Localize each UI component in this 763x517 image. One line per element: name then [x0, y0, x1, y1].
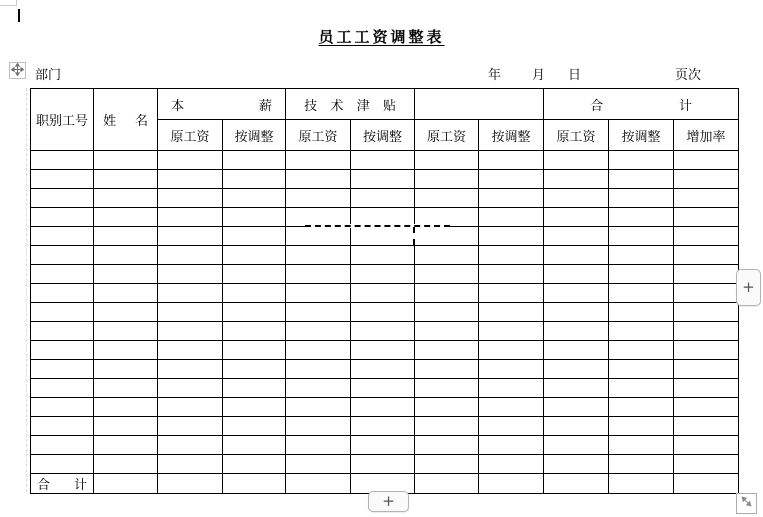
- data-cell[interactable]: [158, 398, 223, 417]
- data-cell[interactable]: [479, 246, 544, 265]
- footer-cell[interactable]: [479, 474, 544, 494]
- data-row: [31, 455, 739, 474]
- data-cell[interactable]: [544, 284, 609, 303]
- header-char: 薪: [259, 98, 273, 114]
- data-cell[interactable]: [286, 151, 351, 170]
- data-cell[interactable]: [94, 417, 158, 436]
- header-char: 合: [590, 98, 604, 114]
- department-label: 部门: [35, 68, 62, 83]
- data-cell[interactable]: [31, 189, 94, 208]
- data-row: [31, 341, 739, 360]
- data-cell[interactable]: [609, 436, 674, 455]
- data-cell[interactable]: [158, 322, 223, 341]
- header-char: 技: [304, 98, 318, 114]
- data-cell[interactable]: [94, 360, 158, 379]
- sub-header-increase-rate[interactable]: 增加率: [674, 120, 739, 151]
- data-cell[interactable]: [609, 246, 674, 265]
- data-cell[interactable]: [31, 170, 94, 189]
- data-cell[interactable]: [223, 341, 286, 360]
- data-cell[interactable]: [286, 303, 351, 322]
- data-cell[interactable]: [94, 303, 158, 322]
- data-cell[interactable]: [351, 398, 415, 417]
- data-cell[interactable]: [479, 341, 544, 360]
- footer-cell[interactable]: [94, 474, 158, 494]
- data-cell[interactable]: [479, 189, 544, 208]
- group-header-total[interactable]: [544, 89, 739, 120]
- data-cell[interactable]: [415, 360, 479, 379]
- footer-cell[interactable]: [286, 474, 351, 494]
- data-cell[interactable]: [674, 170, 739, 189]
- data-cell[interactable]: [286, 417, 351, 436]
- data-cell[interactable]: [286, 189, 351, 208]
- data-cell[interactable]: [31, 341, 94, 360]
- data-cell[interactable]: [351, 227, 415, 246]
- data-cell[interactable]: [609, 455, 674, 474]
- data-cell[interactable]: [609, 227, 674, 246]
- page-no-label: 页次: [675, 68, 702, 83]
- data-cell[interactable]: [223, 170, 286, 189]
- header-char: 计: [679, 98, 693, 114]
- data-cell[interactable]: [544, 208, 609, 227]
- data-cell[interactable]: [31, 284, 94, 303]
- data-cell[interactable]: [479, 151, 544, 170]
- data-cell[interactable]: [223, 379, 286, 398]
- data-cell[interactable]: [415, 151, 479, 170]
- data-cell[interactable]: [158, 455, 223, 474]
- data-cell[interactable]: [31, 246, 94, 265]
- data-cell[interactable]: [94, 284, 158, 303]
- data-cell[interactable]: [31, 398, 94, 417]
- data-cell[interactable]: [674, 227, 739, 246]
- data-cell[interactable]: [544, 246, 609, 265]
- data-cell[interactable]: [31, 151, 94, 170]
- header-char: 职: [36, 114, 50, 129]
- data-cell[interactable]: [31, 322, 94, 341]
- data-cell[interactable]: [674, 151, 739, 170]
- data-cell[interactable]: [609, 151, 674, 170]
- data-cell[interactable]: [286, 436, 351, 455]
- footer-total-label-cell[interactable]: [31, 474, 94, 494]
- data-cell[interactable]: [415, 265, 479, 284]
- data-cell[interactable]: [94, 170, 158, 189]
- data-cell[interactable]: [415, 227, 479, 246]
- data-cell[interactable]: [479, 455, 544, 474]
- data-cell[interactable]: [544, 360, 609, 379]
- table-resize-handle[interactable]: [736, 493, 757, 514]
- page-title-text: 员工工资调整表: [318, 28, 445, 46]
- data-cell[interactable]: [351, 303, 415, 322]
- data-row: [31, 322, 739, 341]
- data-cell[interactable]: [223, 322, 286, 341]
- sub-header-orig-salary-3[interactable]: 原工资: [415, 120, 479, 151]
- header-char: 名: [135, 114, 149, 129]
- data-cell[interactable]: [674, 208, 739, 227]
- data-cell[interactable]: [158, 284, 223, 303]
- add-column-button[interactable]: [736, 269, 761, 306]
- data-cell[interactable]: [158, 151, 223, 170]
- data-cell[interactable]: [479, 417, 544, 436]
- page-title: [0, 26, 763, 47]
- data-cell[interactable]: [415, 341, 479, 360]
- group-header-blank[interactable]: [415, 89, 544, 120]
- data-cell[interactable]: [31, 417, 94, 436]
- group-header-row: [31, 89, 739, 120]
- data-cell[interactable]: [674, 265, 739, 284]
- data-cell[interactable]: [223, 265, 286, 284]
- footer-cell[interactable]: [544, 474, 609, 494]
- data-cell[interactable]: [415, 417, 479, 436]
- group-header-base-salary[interactable]: [158, 89, 286, 120]
- year-label: 年: [488, 68, 502, 83]
- data-cell[interactable]: [544, 398, 609, 417]
- data-cell[interactable]: [609, 303, 674, 322]
- header-char: 本: [171, 98, 185, 114]
- data-cell[interactable]: [223, 455, 286, 474]
- data-cell[interactable]: [479, 208, 544, 227]
- data-cell[interactable]: [415, 436, 479, 455]
- data-cell[interactable]: [158, 379, 223, 398]
- salary-table-body: [31, 89, 739, 494]
- data-cell[interactable]: [415, 303, 479, 322]
- header-char: 贴: [383, 98, 397, 114]
- data-cell[interactable]: [351, 341, 415, 360]
- data-cell[interactable]: [544, 436, 609, 455]
- data-cell[interactable]: [609, 398, 674, 417]
- data-cell[interactable]: [415, 322, 479, 341]
- data-cell[interactable]: [674, 398, 739, 417]
- data-cell[interactable]: [31, 303, 94, 322]
- data-cell[interactable]: [31, 455, 94, 474]
- salary-table: [30, 88, 739, 494]
- data-cell[interactable]: [544, 417, 609, 436]
- data-cell[interactable]: [286, 284, 351, 303]
- data-cell[interactable]: [223, 417, 286, 436]
- data-cell[interactable]: [479, 303, 544, 322]
- data-row: [31, 360, 739, 379]
- month-label: 月: [532, 68, 546, 83]
- data-cell[interactable]: [31, 360, 94, 379]
- data-cell[interactable]: [351, 246, 415, 265]
- data-row: [31, 189, 739, 208]
- data-cell[interactable]: [158, 189, 223, 208]
- data-cell[interactable]: [286, 360, 351, 379]
- data-cell[interactable]: [351, 284, 415, 303]
- data-cell[interactable]: [94, 398, 158, 417]
- data-cell[interactable]: [479, 379, 544, 398]
- data-cell[interactable]: [609, 379, 674, 398]
- data-cell[interactable]: [479, 284, 544, 303]
- data-cell[interactable]: [158, 303, 223, 322]
- data-row: [31, 303, 739, 322]
- data-cell[interactable]: [674, 417, 739, 436]
- footer-cell[interactable]: [158, 474, 223, 494]
- day-label: 日: [568, 68, 582, 83]
- data-cell[interactable]: [415, 455, 479, 474]
- data-cell[interactable]: [544, 170, 609, 189]
- data-cell[interactable]: [94, 341, 158, 360]
- meta-row: [0, 64, 763, 82]
- footer-cell[interactable]: [609, 474, 674, 494]
- plus-icon: +: [382, 492, 395, 510]
- data-cell[interactable]: [223, 189, 286, 208]
- data-cell[interactable]: [609, 417, 674, 436]
- sub-header-adjusted-3[interactable]: 按调整: [479, 120, 544, 151]
- data-cell[interactable]: [674, 455, 739, 474]
- data-cell[interactable]: [223, 151, 286, 170]
- data-cell[interactable]: [223, 246, 286, 265]
- data-cell[interactable]: [544, 341, 609, 360]
- data-cell[interactable]: [544, 265, 609, 284]
- data-cell[interactable]: [351, 379, 415, 398]
- data-cell[interactable]: [674, 189, 739, 208]
- data-cell[interactable]: [609, 189, 674, 208]
- data-row: [31, 417, 739, 436]
- data-cell[interactable]: [158, 417, 223, 436]
- data-cell[interactable]: [31, 227, 94, 246]
- data-cell[interactable]: [351, 436, 415, 455]
- data-cell[interactable]: [544, 455, 609, 474]
- data-cell[interactable]: [479, 322, 544, 341]
- add-row-button[interactable]: [368, 491, 409, 512]
- data-cell[interactable]: [609, 170, 674, 189]
- data-cell[interactable]: [94, 265, 158, 284]
- data-cell[interactable]: [286, 170, 351, 189]
- data-cell[interactable]: [158, 341, 223, 360]
- header-char: 号: [75, 114, 89, 129]
- data-cell[interactable]: [415, 246, 479, 265]
- data-cell[interactable]: [223, 284, 286, 303]
- data-cell[interactable]: [544, 379, 609, 398]
- data-cell[interactable]: [158, 208, 223, 227]
- data-cell[interactable]: [94, 151, 158, 170]
- data-cell[interactable]: [479, 265, 544, 284]
- data-row: [31, 265, 739, 284]
- diagonal-resize-icon: [739, 494, 754, 513]
- data-cell[interactable]: [223, 303, 286, 322]
- data-cell[interactable]: [479, 360, 544, 379]
- sub-header-orig-salary-1[interactable]: 原工资: [158, 120, 223, 151]
- data-cell[interactable]: [479, 170, 544, 189]
- data-cell[interactable]: [415, 170, 479, 189]
- data-cell[interactable]: [158, 436, 223, 455]
- data-cell[interactable]: [286, 246, 351, 265]
- data-cell[interactable]: [223, 227, 286, 246]
- data-row: [31, 227, 739, 246]
- data-cell[interactable]: [223, 208, 286, 227]
- data-cell[interactable]: [94, 322, 158, 341]
- data-cell[interactable]: [94, 436, 158, 455]
- data-cell[interactable]: [609, 341, 674, 360]
- data-cell[interactable]: [158, 227, 223, 246]
- data-cell[interactable]: [286, 398, 351, 417]
- data-cell[interactable]: [223, 436, 286, 455]
- footer-char: 计: [74, 478, 88, 493]
- data-cell[interactable]: [544, 322, 609, 341]
- data-row: [31, 379, 739, 398]
- data-cell[interactable]: [544, 151, 609, 170]
- data-cell[interactable]: [415, 379, 479, 398]
- data-cell[interactable]: [415, 398, 479, 417]
- data-cell[interactable]: [223, 360, 286, 379]
- data-cell[interactable]: [351, 455, 415, 474]
- data-row: [31, 436, 739, 455]
- header-char: 术: [330, 98, 344, 114]
- data-cell[interactable]: [94, 246, 158, 265]
- data-row: [31, 398, 739, 417]
- data-cell[interactable]: [94, 227, 158, 246]
- header-char: 津: [356, 98, 370, 114]
- data-row: [31, 284, 739, 303]
- data-cell[interactable]: [674, 436, 739, 455]
- data-cell[interactable]: [94, 189, 158, 208]
- header-char: 别: [49, 114, 63, 129]
- data-cell[interactable]: [31, 379, 94, 398]
- data-cell[interactable]: [351, 417, 415, 436]
- footer-cell[interactable]: [223, 474, 286, 494]
- data-cell[interactable]: [351, 151, 415, 170]
- text-cursor: [18, 9, 20, 22]
- data-cell[interactable]: [351, 265, 415, 284]
- data-cell[interactable]: [479, 436, 544, 455]
- col-header-name[interactable]: [94, 89, 158, 151]
- data-cell[interactable]: [674, 379, 739, 398]
- data-cell[interactable]: [158, 246, 223, 265]
- data-cell[interactable]: [286, 341, 351, 360]
- data-cell[interactable]: [286, 455, 351, 474]
- page-margin-corner-mark: [0, 0, 17, 6]
- page-break-dashed-line: [305, 225, 450, 227]
- data-cell[interactable]: [31, 436, 94, 455]
- data-cell[interactable]: [674, 341, 739, 360]
- data-cell[interactable]: [286, 322, 351, 341]
- data-cell[interactable]: [31, 265, 94, 284]
- data-cell[interactable]: [674, 246, 739, 265]
- group-header-tech-allowance[interactable]: [286, 89, 415, 120]
- data-cell[interactable]: [94, 208, 158, 227]
- data-cell[interactable]: [415, 284, 479, 303]
- data-cell[interactable]: [351, 170, 415, 189]
- data-cell[interactable]: [158, 265, 223, 284]
- data-cell[interactable]: [286, 227, 351, 246]
- data-cell[interactable]: [351, 322, 415, 341]
- sub-header-orig-salary-4[interactable]: 原工资: [544, 120, 609, 151]
- data-cell[interactable]: [351, 189, 415, 208]
- data-cell[interactable]: [479, 398, 544, 417]
- sub-header-adjusted-4[interactable]: 按调整: [609, 120, 674, 151]
- col-header-job-id[interactable]: [31, 89, 94, 151]
- data-cell[interactable]: [609, 284, 674, 303]
- data-cell[interactable]: [674, 322, 739, 341]
- data-cell[interactable]: [544, 227, 609, 246]
- sub-header-orig-salary-2[interactable]: 原工资: [286, 120, 351, 151]
- data-cell[interactable]: [479, 227, 544, 246]
- footer-cell[interactable]: [415, 474, 479, 494]
- data-cell[interactable]: [609, 208, 674, 227]
- data-cell[interactable]: [158, 360, 223, 379]
- plus-icon: +: [742, 278, 755, 296]
- data-cell[interactable]: [31, 208, 94, 227]
- sub-header-adjusted-2[interactable]: 按调整: [351, 120, 415, 151]
- data-cell[interactable]: [609, 360, 674, 379]
- text-boundary-line: [26, 88, 27, 492]
- data-cell[interactable]: [223, 398, 286, 417]
- data-cell[interactable]: [609, 322, 674, 341]
- data-row: [31, 170, 739, 189]
- data-cell[interactable]: [94, 455, 158, 474]
- page-break-dashed-line-vertical: [413, 227, 415, 245]
- data-cell[interactable]: [674, 360, 739, 379]
- data-cell[interactable]: [286, 379, 351, 398]
- data-cell[interactable]: [544, 303, 609, 322]
- sub-header-adjusted-1[interactable]: 按调整: [223, 120, 286, 151]
- data-cell[interactable]: [94, 379, 158, 398]
- data-cell[interactable]: [351, 360, 415, 379]
- data-cell[interactable]: [609, 265, 674, 284]
- data-row: [31, 151, 739, 170]
- header-char: 姓: [103, 114, 117, 129]
- header-char: 工: [62, 114, 76, 129]
- data-row: [31, 246, 739, 265]
- data-cell[interactable]: [674, 284, 739, 303]
- data-cell[interactable]: [415, 189, 479, 208]
- data-cell[interactable]: [674, 303, 739, 322]
- data-cell[interactable]: [286, 265, 351, 284]
- footer-char: 合: [37, 478, 51, 493]
- data-cell[interactable]: [158, 170, 223, 189]
- data-cell[interactable]: [544, 189, 609, 208]
- footer-cell[interactable]: [674, 474, 739, 494]
